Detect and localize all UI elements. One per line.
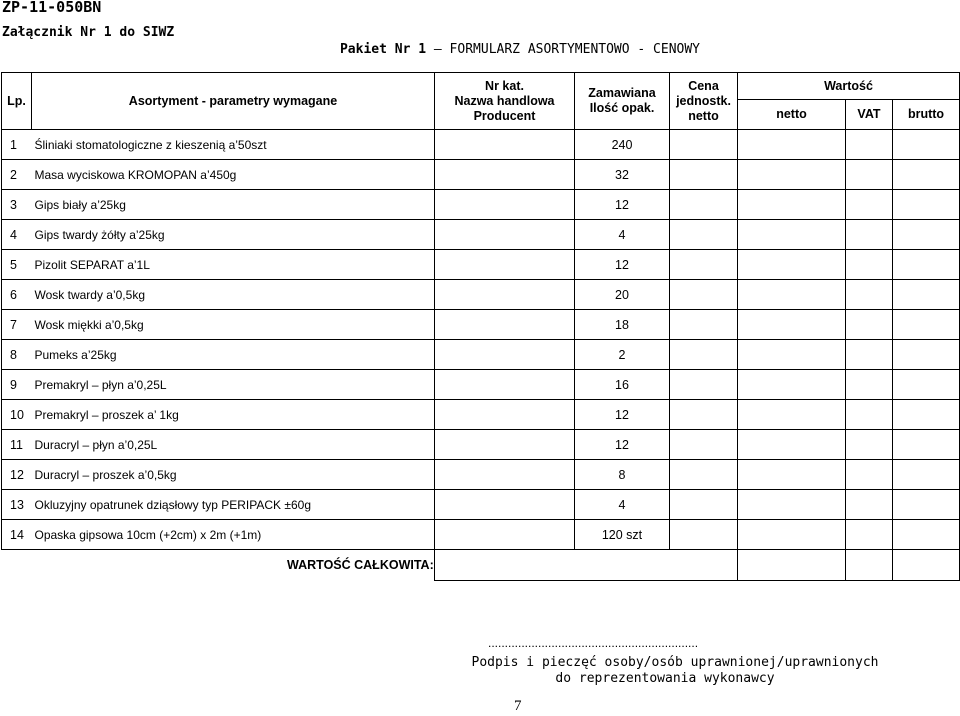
table-row: [2, 490, 960, 520]
row-vat-cell: [846, 130, 893, 160]
row-qty: 240: [575, 130, 670, 160]
row-qty: 18: [575, 310, 670, 340]
row-qty: 16: [575, 370, 670, 400]
row-qty: 2: [575, 340, 670, 370]
row-unit-price-cell: [670, 220, 738, 250]
header-row: [2, 73, 960, 100]
row-qty: 120 szt: [575, 520, 670, 550]
row-vat-cell: [846, 190, 893, 220]
row-unit-price-cell: [670, 370, 738, 400]
row-catalog-cell: [435, 280, 575, 310]
page-number: 7: [514, 698, 522, 714]
row-net-cell: [738, 220, 846, 250]
row-unit-price-cell: [670, 340, 738, 370]
package-title: [0, 42, 960, 57]
row-name: Gips twardy żółty a’25kg: [32, 220, 435, 250]
row-catalog-cell: [435, 130, 575, 160]
table-row: [2, 310, 960, 340]
table-row: [2, 400, 960, 430]
table-row: [2, 190, 960, 220]
row-qty: 12: [575, 400, 670, 430]
row-catalog-cell: [435, 340, 575, 370]
row-lp: 13: [2, 490, 32, 520]
row-catalog-cell: [435, 460, 575, 490]
row-lp: 11: [2, 430, 32, 460]
total-vat-cell: [846, 550, 893, 581]
row-name: Okluzyjny opatrunek dziąsłowy typ PERIPACK ±60g: [32, 490, 435, 520]
col-assortment: Asortyment - parametry wymagane: [32, 73, 435, 130]
table-row: [2, 220, 960, 250]
row-net-cell: [738, 340, 846, 370]
row-net-cell: [738, 460, 846, 490]
row-qty: 4: [575, 490, 670, 520]
signature-line: ...............................................................: [488, 636, 699, 650]
row-lp: 7: [2, 310, 32, 340]
col-ordered-line2: Ilość opak.: [589, 101, 655, 115]
row-gross-cell: [893, 490, 960, 520]
row-unit-price-cell: [670, 310, 738, 340]
col-catalog-line3: Producent: [473, 108, 536, 123]
row-net-cell: [738, 310, 846, 340]
row-name: Masa wyciskowa KROMOPAN a’450g: [32, 160, 435, 190]
row-vat-cell: [846, 250, 893, 280]
row-lp: 3: [2, 190, 32, 220]
row-gross-cell: [893, 280, 960, 310]
row-vat-cell: [846, 280, 893, 310]
row-name: Gips biały a’25kg: [32, 190, 435, 220]
total-gross-cell: [893, 550, 960, 581]
row-qty: 20: [575, 280, 670, 310]
table-row: [2, 250, 960, 280]
row-net-cell: [738, 130, 846, 160]
row-vat-cell: [846, 460, 893, 490]
row-name: Wosk miękki a’0,5kg: [32, 310, 435, 340]
table-row: [2, 160, 960, 190]
row-catalog-cell: [435, 490, 575, 520]
row-name: Śliniaki stomatologiczne z kieszenią a’50szt: [32, 130, 435, 160]
row-lp: 1: [2, 130, 32, 160]
table-row: [2, 520, 960, 550]
row-net-cell: [738, 280, 846, 310]
col-ordered-line1: Zamawiana: [588, 86, 656, 100]
row-net-cell: [738, 430, 846, 460]
row-catalog-cell: [435, 400, 575, 430]
row-lp: 9: [2, 370, 32, 400]
col-value-gross: brutto: [893, 100, 960, 130]
col-catalog-line1: Nr kat.: [485, 78, 524, 93]
row-lp: 10: [2, 400, 32, 430]
row-vat-cell: [846, 160, 893, 190]
row-vat-cell: [846, 220, 893, 250]
row-catalog-cell: [435, 190, 575, 220]
row-catalog-cell: [435, 250, 575, 280]
row-catalog-cell: [435, 520, 575, 550]
annex-label: Załącznik Nr 1 do SIWZ: [2, 25, 175, 40]
row-lp: 5: [2, 250, 32, 280]
package-number: Pakiet Nr 1: [339, 42, 427, 57]
row-gross-cell: [893, 370, 960, 400]
row-catalog-cell: [435, 220, 575, 250]
row-lp: 14: [2, 520, 32, 550]
row-lp: 2: [2, 160, 32, 190]
row-gross-cell: [893, 190, 960, 220]
row-qty: 12: [575, 250, 670, 280]
row-gross-cell: [893, 460, 960, 490]
row-net-cell: [738, 190, 846, 220]
total-label-text: WARTOŚĆ CAŁKOWITA:: [287, 558, 434, 572]
table-row: [2, 340, 960, 370]
row-unit-price-cell: [670, 400, 738, 430]
row-net-cell: [738, 400, 846, 430]
row-name: Duracryl – płyn a’0,25L: [32, 430, 435, 460]
row-gross-cell: [893, 430, 960, 460]
row-catalog-cell: [435, 430, 575, 460]
col-catalog-line2: Nazwa handlowa: [454, 93, 555, 108]
row-catalog-cell: [435, 370, 575, 400]
signature-caption-line1: Podpis i pieczęć osoby/osób uprawnionej/uprawnionych: [471, 655, 879, 670]
table-row: [2, 430, 960, 460]
row-net-cell: [738, 490, 846, 520]
row-net-cell: [738, 250, 846, 280]
row-vat-cell: [846, 400, 893, 430]
col-unit-price-line3: netto: [688, 108, 719, 123]
row-name: Duracryl – proszek a’0,5kg: [32, 460, 435, 490]
row-unit-price-cell: [670, 430, 738, 460]
row-unit-price-cell: [670, 160, 738, 190]
row-unit-price-cell: [670, 130, 738, 160]
col-unit-price-line2: jednostk.: [676, 93, 731, 108]
row-gross-cell: [893, 310, 960, 340]
row-vat-cell: [846, 340, 893, 370]
price-form-table: [1, 72, 960, 581]
row-unit-price-cell: [670, 490, 738, 520]
row-lp: 6: [2, 280, 32, 310]
row-name: Pumeks a’25kg: [32, 340, 435, 370]
row-lp: 12: [2, 460, 32, 490]
package-form-title: – FORMULARZ ASORTYMENTOWO - CENOWY: [426, 42, 701, 57]
table-row: [2, 280, 960, 310]
row-unit-price-cell: [670, 250, 738, 280]
row-name: Premakryl – płyn a’0,25L: [32, 370, 435, 400]
row-unit-price-cell: [670, 520, 738, 550]
col-lp: Lp.: [2, 73, 32, 130]
row-unit-price-cell: [670, 190, 738, 220]
col-value-net: netto: [738, 100, 846, 130]
row-net-cell: [738, 160, 846, 190]
table-row: [2, 460, 960, 490]
row-vat-cell: [846, 370, 893, 400]
row-qty: 12: [575, 430, 670, 460]
row-gross-cell: [893, 520, 960, 550]
row-gross-cell: [893, 220, 960, 250]
row-name: Premakryl – proszek a’ 1kg: [32, 400, 435, 430]
row-catalog-cell: [435, 160, 575, 190]
row-vat-cell: [846, 430, 893, 460]
table-row: [2, 370, 960, 400]
row-unit-price-cell: [670, 460, 738, 490]
row-gross-cell: [893, 130, 960, 160]
row-name: Pizolit SEPARAT a’1L: [32, 250, 435, 280]
row-qty: 4: [575, 220, 670, 250]
row-name: Wosk twardy a’0,5kg: [32, 280, 435, 310]
col-catalog: [435, 73, 575, 130]
total-net-cell: [738, 550, 846, 581]
row-qty: 32: [575, 160, 670, 190]
row-lp: 4: [2, 220, 32, 250]
table-row: [2, 130, 960, 160]
row-net-cell: [738, 520, 846, 550]
col-value-vat: VAT: [846, 100, 893, 130]
row-lp: 8: [2, 340, 32, 370]
total-label: [287, 550, 738, 581]
total-row: [2, 550, 960, 581]
row-gross-cell: [893, 160, 960, 190]
row-gross-cell: [893, 400, 960, 430]
row-name: Opaska gipsowa 10cm (+2cm) x 2m (+1m): [32, 520, 435, 550]
row-qty: 8: [575, 460, 670, 490]
row-catalog-cell: [435, 310, 575, 340]
col-unit-price: [670, 73, 738, 130]
row-gross-cell: [893, 250, 960, 280]
col-value: Wartość: [738, 73, 960, 100]
row-gross-cell: [893, 340, 960, 370]
row-net-cell: [738, 370, 846, 400]
col-ordered: [575, 73, 670, 130]
row-unit-price-cell: [670, 280, 738, 310]
row-vat-cell: [846, 310, 893, 340]
col-unit-price-line1: Cena: [688, 78, 719, 93]
signature-caption-line2: do reprezentowania wykonawcy: [555, 671, 775, 686]
document-code: ZP-11-050BN: [2, 0, 102, 16]
row-vat-cell: [846, 520, 893, 550]
row-vat-cell: [846, 490, 893, 520]
row-qty: 12: [575, 190, 670, 220]
